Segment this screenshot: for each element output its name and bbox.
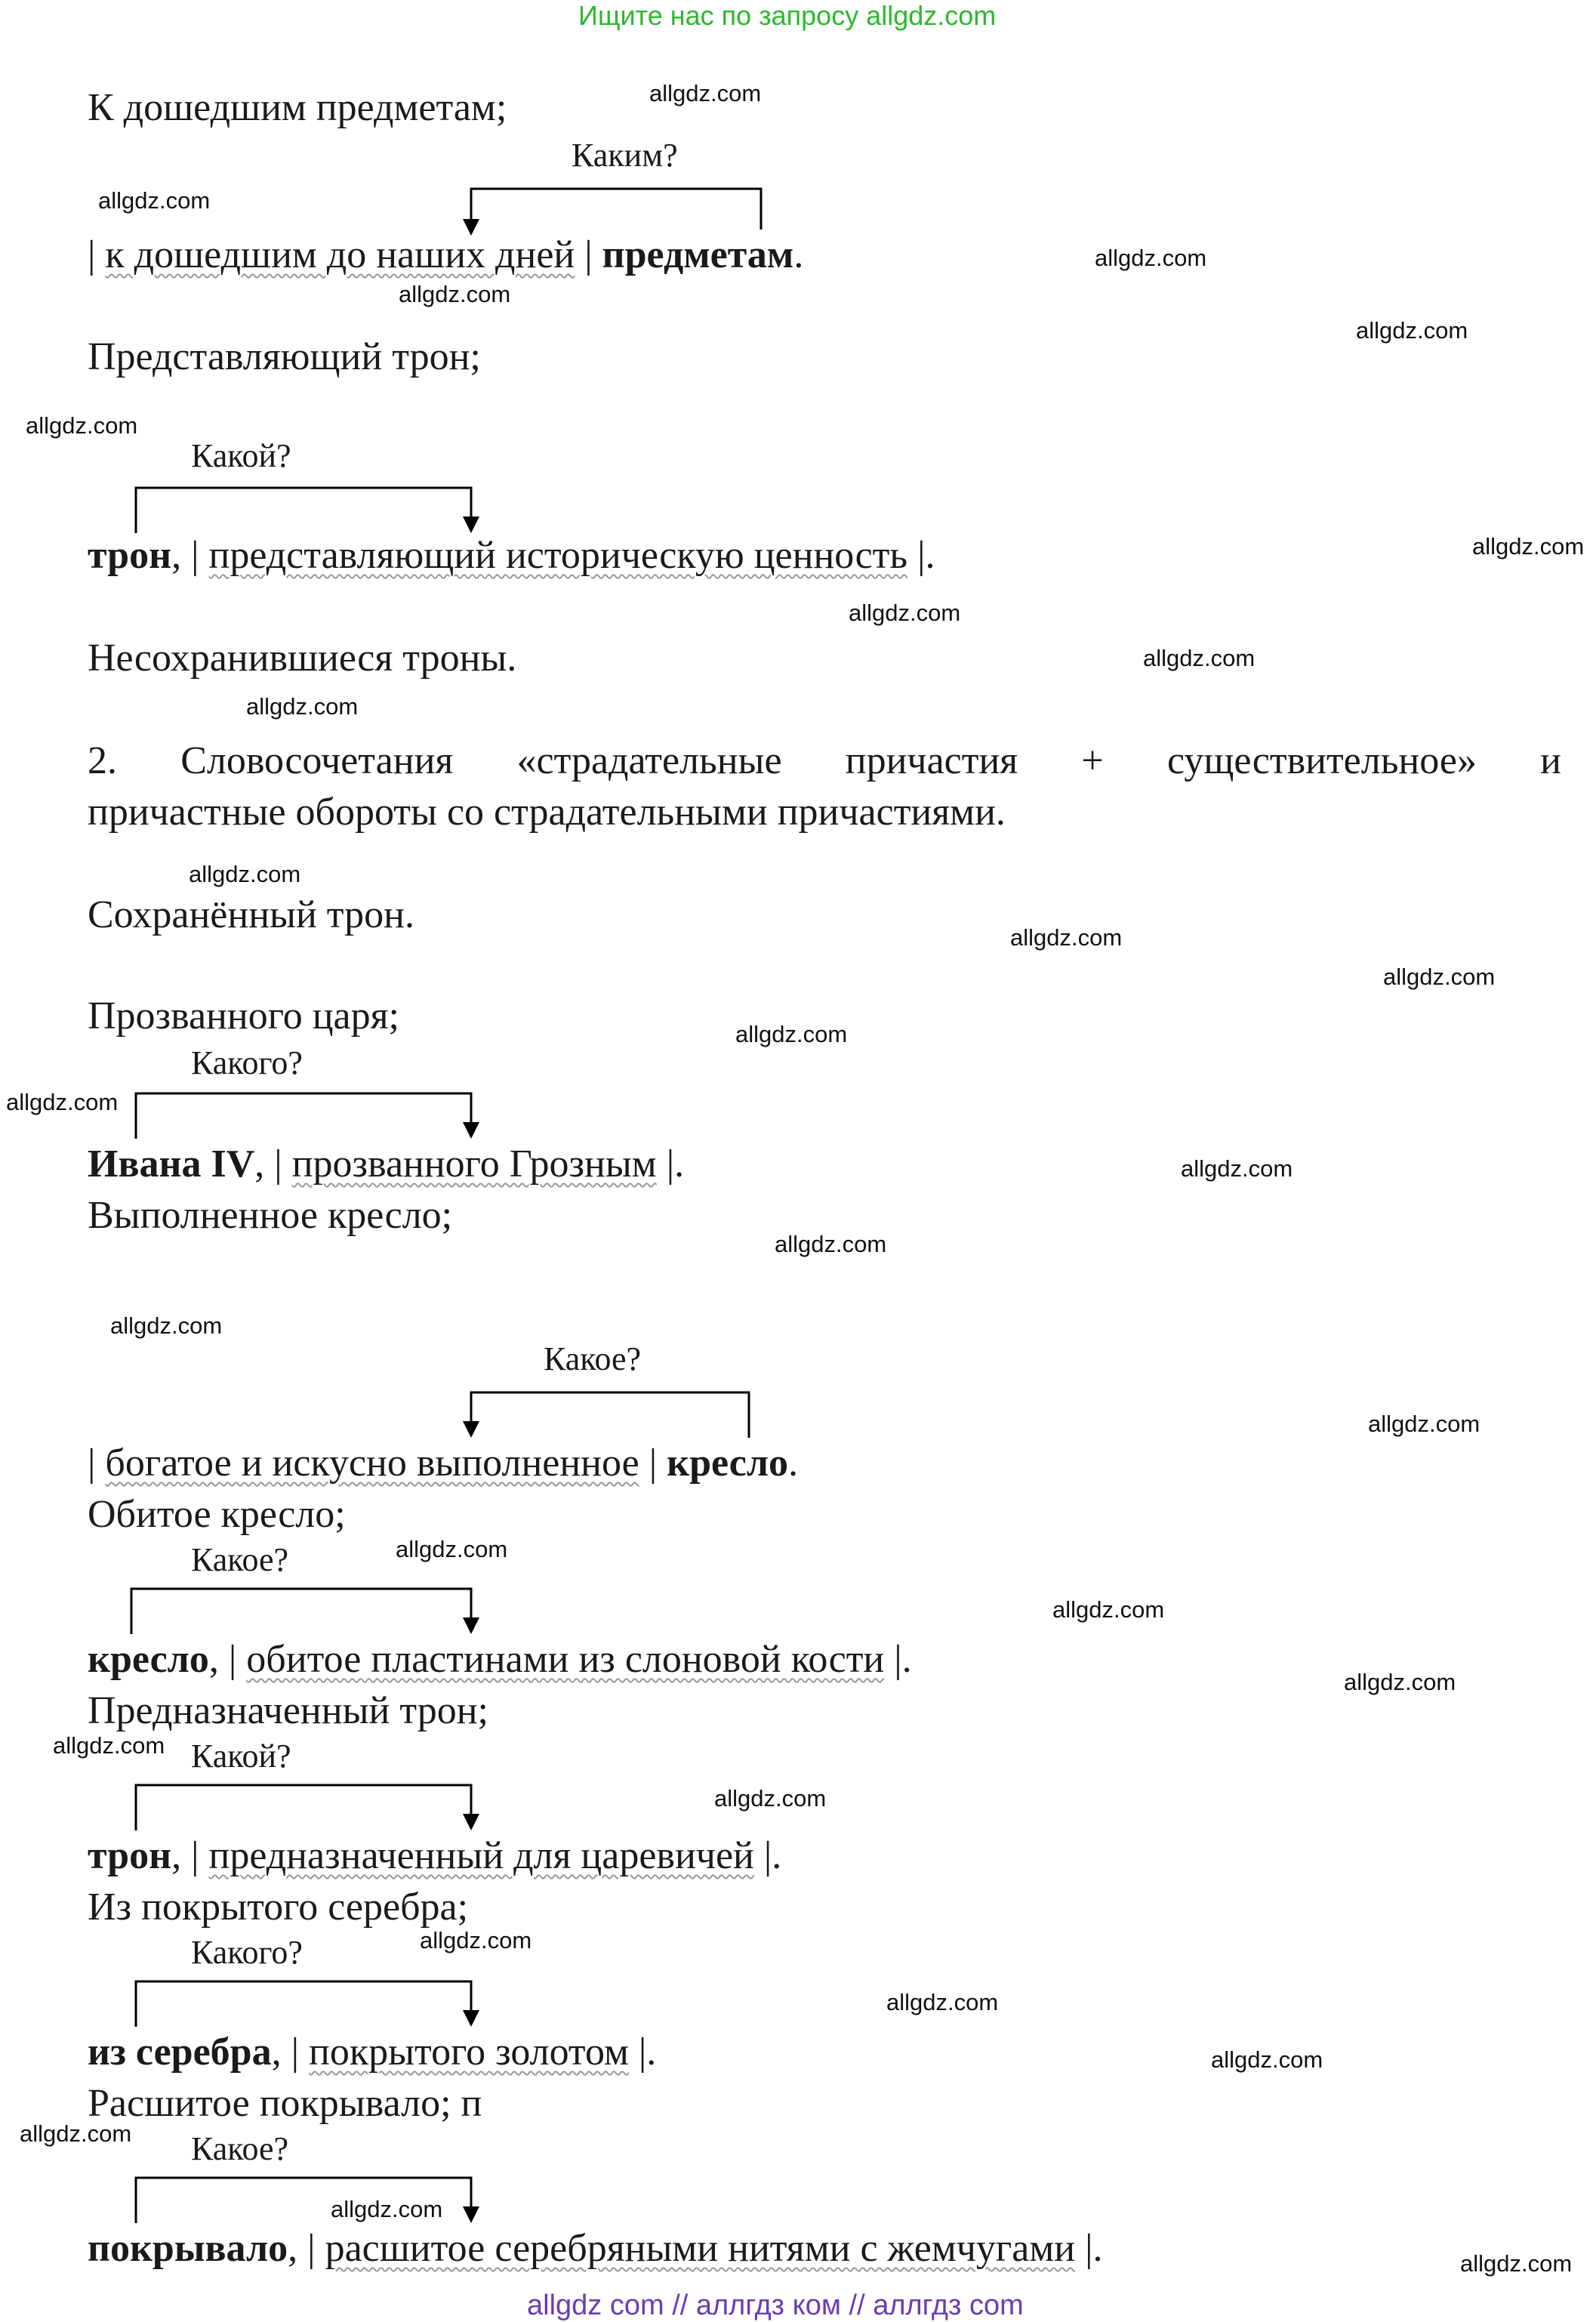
phrase-title-5: Прозванного царя; <box>88 994 400 1038</box>
head-word: покрывало <box>88 2227 288 2270</box>
participle-phrase: покрытого золотом <box>309 2031 629 2074</box>
question-label-2: Какой? <box>191 437 291 474</box>
participle-phrase: богатое и искусно выполненное <box>105 1442 639 1485</box>
bar: , | <box>171 534 209 577</box>
punctuation: . <box>793 233 804 276</box>
question-label-1: Каким? <box>572 137 678 174</box>
head-word: предметам <box>602 233 794 276</box>
watermark: allgdz.com <box>20 2120 132 2147</box>
bar: , | <box>254 1142 292 1186</box>
watermark: allgdz.com <box>1211 2046 1323 2073</box>
head-word: трон <box>88 1834 172 1877</box>
watermark: allgdz.com <box>331 2196 443 2222</box>
watermark: allgdz.com <box>399 281 511 307</box>
parsed-phrase-2 <box>88 533 935 578</box>
phrase-title-7: Обитое кресло; <box>88 1493 346 1536</box>
question-label-8: Какой? <box>191 1738 291 1775</box>
parsed-phrase-8 <box>88 1833 781 1879</box>
participle-phrase: расшитое серебряными нитями с жемчугами <box>325 2227 1076 2270</box>
watermark: allgdz.com <box>714 1785 827 1812</box>
head-word: кресло <box>667 1442 789 1485</box>
watermark: allgdz.com <box>6 1089 119 1115</box>
punctuation: |. <box>907 534 935 577</box>
participle-phrase: предназначенный для царевичей <box>208 1834 754 1877</box>
watermark: allgdz.com <box>886 1989 999 2015</box>
section-heading-line-2: причастные обороты со страдательными причастиями. <box>88 791 1006 834</box>
watermark: allgdz.com <box>1472 533 1585 560</box>
parsed-phrase-9 <box>88 2030 656 2075</box>
phrase-title-2: Представляющий трон; <box>88 335 481 378</box>
bar: , | <box>288 2227 325 2270</box>
watermark: allgdz.com <box>189 861 301 887</box>
watermark: allgdz.com <box>1383 964 1496 990</box>
parsed-phrase-5 <box>88 1142 684 1187</box>
watermark: allgdz.com <box>98 187 211 214</box>
watermark: allgdz.com <box>53 1732 165 1759</box>
bar: | <box>88 233 106 276</box>
bar: , | <box>271 2031 309 2074</box>
participle-phrase: обитое пластинами из слоновой кости <box>246 1638 885 1681</box>
watermark: allgdz.com <box>649 80 762 106</box>
punctuation: . <box>788 1442 799 1485</box>
bar: | <box>639 1442 667 1485</box>
watermark: allgdz.com <box>1095 245 1207 271</box>
phrase-title-6: Выполненное кресло; <box>88 1194 453 1237</box>
arrow-10 <box>0 0 1 1</box>
watermark: allgdz.com <box>110 1312 223 1339</box>
question-label-9: Какого? <box>191 1934 303 1971</box>
head-word: из серебра <box>88 2031 272 2074</box>
watermark: allgdz.com <box>246 693 359 720</box>
watermark: allgdz.com <box>420 1927 532 1954</box>
watermark: allgdz.com <box>396 1536 508 1562</box>
watermark: allgdz.com <box>735 1021 848 1047</box>
head-word: кресло <box>88 1638 209 1681</box>
phrase-title-1: К дошедшим предметам; <box>88 86 507 129</box>
punctuation: |. <box>1075 2227 1103 2270</box>
question-label-5: Какого? <box>191 1044 303 1081</box>
watermark: allgdz.com <box>1344 1669 1456 1695</box>
participle-phrase: к дошедшим до наших дней <box>105 233 575 276</box>
watermark: allgdz.com <box>849 600 961 626</box>
phrase-title-8: Предназначенный трон; <box>88 1689 488 1732</box>
question-label-10: Какое? <box>191 2130 289 2167</box>
watermark: allgdz.com <box>1356 317 1468 344</box>
phrase-title-9: Из покрытого серебра; <box>88 1886 469 1929</box>
parsed-phrase-6 <box>88 1441 798 1486</box>
participle-phrase: представляющий историческую ценность <box>208 534 908 577</box>
punctuation: |. <box>628 2031 657 2074</box>
parsed-phrase-7 <box>88 1637 912 1682</box>
participle-phrase: прозванного Грозным <box>291 1142 657 1186</box>
watermark: allgdz.com <box>1052 1596 1165 1623</box>
bar: | <box>575 233 602 276</box>
watermark: allgdz.com <box>1143 645 1256 671</box>
section-heading-line-1: 2. Словосочетания «страдательные причастия + существительное» и <box>88 739 1561 782</box>
punctuation: |. <box>884 1638 912 1681</box>
watermark: allgdz.com <box>775 1231 887 1257</box>
question-label-6: Какое? <box>544 1340 642 1377</box>
bar: | <box>88 1442 106 1485</box>
parsed-phrase-10 <box>88 2226 1102 2271</box>
footer-links[interactable]: allgdz com // аллгдз ком // аллгдз com <box>527 2290 1024 2321</box>
bar: , | <box>208 1638 247 1681</box>
punctuation: |. <box>753 1834 782 1877</box>
bar: , | <box>171 1834 209 1877</box>
watermark: allgdz.com <box>26 412 138 439</box>
punctuation: |. <box>656 1142 685 1186</box>
watermark: allgdz.com <box>1460 2250 1573 2277</box>
phrase-title-4: Сохранённый трон. <box>88 893 414 936</box>
watermark: allgdz.com <box>1181 1155 1293 1182</box>
head-word: Ивана IV <box>88 1142 255 1186</box>
phrase-title-10: Расшитое покрывало; п <box>88 2082 482 2125</box>
question-label-7: Какое? <box>191 1541 289 1578</box>
parsed-phrase-1 <box>88 233 803 278</box>
phrase-title-3: Несохранившиеся троны. <box>88 637 517 680</box>
search-hint: Ищите нас по запросу allgdz.com <box>578 0 997 31</box>
head-word: трон <box>88 534 172 577</box>
watermark: allgdz.com <box>1368 1411 1480 1437</box>
watermark: allgdz.com <box>1010 924 1123 951</box>
